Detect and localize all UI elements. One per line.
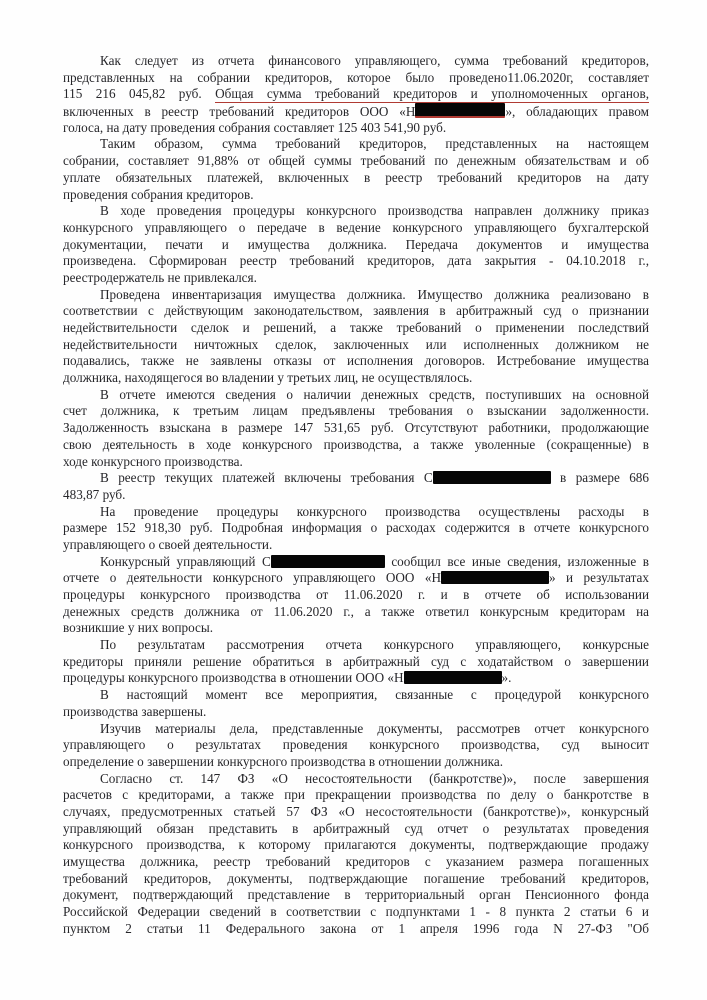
text-line bbox=[63, 253, 649, 270]
text-line bbox=[63, 604, 649, 621]
text-line bbox=[63, 554, 649, 571]
text-line bbox=[63, 504, 649, 521]
text-line bbox=[63, 370, 649, 387]
text-line bbox=[63, 721, 649, 738]
text-segment: определение о завершении конкурсного производства в отношении должника. bbox=[63, 753, 504, 769]
text-segment: собрании, составляет 91,88% от общей суммы требований по денежным обязательствам и об bbox=[63, 153, 649, 169]
text-line bbox=[63, 637, 649, 654]
text-segment: размере 152 918,30 руб. Подробная информация о расходах содержится в отчете конкурсного bbox=[63, 520, 649, 536]
text-line bbox=[63, 754, 649, 771]
text-line bbox=[63, 854, 649, 871]
text-line bbox=[63, 387, 649, 404]
text-segment: свою деятельность в ходе конкурсного производства, а также уволенные (сокращенные) в bbox=[63, 436, 649, 452]
text-line bbox=[63, 287, 649, 304]
text-segment: Таким образом, сумма требований кредиторов, представленных на настоящем bbox=[100, 136, 649, 152]
redaction-box bbox=[404, 671, 502, 684]
text-segment: Проведена инвентаризация имущества должника. Имущество должника реализовано в bbox=[100, 286, 649, 302]
text-segment: подавались, также не заявлены отказы от исполнения договоров. Истребование имущества bbox=[63, 353, 649, 369]
text-line bbox=[63, 320, 649, 337]
text-line bbox=[63, 437, 649, 454]
text-line bbox=[63, 837, 649, 854]
text-segment: требований кредиторов, документы, подтверждающие погашение требований кредиторов, bbox=[63, 870, 649, 886]
text-segment: представленных на собрании кредиторов, которое было проведено11.06.2020г, составляет bbox=[63, 69, 649, 85]
text-line bbox=[63, 403, 649, 420]
text-line bbox=[63, 220, 649, 237]
text-line bbox=[63, 921, 649, 938]
text-segment: Конкурсный управляющий С bbox=[100, 553, 271, 569]
text-segment: документации, печати и имущества должника. Передача документов и имущества bbox=[63, 236, 649, 252]
text-line bbox=[63, 303, 649, 320]
text-line bbox=[63, 620, 649, 637]
text-segment: 483,87 руб. bbox=[63, 486, 126, 502]
text-line bbox=[63, 704, 649, 721]
text-segment: производства завершены. bbox=[63, 703, 207, 719]
text-segment: конкурсного управляющего о передаче в ведение конкурсного управляющего бухгалтерской bbox=[63, 219, 649, 235]
text-segment: На проведение процедуры конкурсного производства осуществлены расходы в bbox=[100, 503, 649, 519]
text-line bbox=[63, 737, 649, 754]
text-line bbox=[63, 103, 649, 120]
text-segment: соответствии с действующим законодательством, заявления в арбитражный суд о признании bbox=[63, 303, 649, 319]
text-line bbox=[63, 203, 649, 220]
text-segment: 115 216 045,82 руб. bbox=[63, 86, 216, 102]
text-segment: пунктом 2 статьи 11 Федерального закона от 1 апреля 1996 года N 27-ФЗ "Об bbox=[63, 920, 649, 936]
text-segment: уплате обязательных платежей, включенных в реестр требований кредиторов на дату bbox=[63, 169, 649, 185]
text-line bbox=[63, 487, 649, 504]
text-segment: процедуры конкурсного производства в отношении ООО «Н bbox=[63, 670, 404, 686]
text-line bbox=[63, 570, 649, 587]
text-line bbox=[63, 470, 649, 487]
text-segment: Российской Федерации сведений в соответствии с подпунктами 1 - 8 пункта 2 статьи 6 и bbox=[63, 904, 649, 920]
underlined-text-segment: включенных в реестр требований кредиторов ООО «Н bbox=[63, 104, 415, 120]
text-line bbox=[63, 420, 649, 437]
text-line bbox=[63, 270, 649, 287]
text-segment: Согласно ст. 147 ФЗ «О несостоятельности (банкротстве)», после завершения bbox=[100, 770, 649, 786]
text-segment: По результатам рассмотрения отчета конкурсного управляющего, конкурсные bbox=[100, 637, 649, 653]
text-segment: сообщил все иные сведения, изложенные в bbox=[384, 553, 649, 569]
text-line bbox=[63, 353, 649, 370]
text-line bbox=[63, 887, 649, 904]
redaction-box bbox=[271, 555, 385, 568]
text-segment: произведена. Сформирован реестр требований кредиторов, дата закрытия - 04.10.2018 г., bbox=[63, 253, 649, 269]
text-segment: Изучив материалы дела, представленные документы, рассмотрев отчет конкурсного bbox=[100, 720, 649, 736]
text-segment: проведения собрания кредиторов. bbox=[63, 186, 254, 202]
text-segment: денежных средств должника от 11.06.2020 г., а также ответил конкурсным кредиторам на bbox=[63, 603, 649, 619]
text-line bbox=[63, 86, 649, 103]
underlined-text-segment: голоса, на дату проведения собрания составляет 125 403 541,90 руб. bbox=[63, 120, 446, 137]
document-body bbox=[63, 53, 649, 937]
text-segment: должника, находящегося во владении у третьих лиц, не осуществлялось. bbox=[63, 370, 473, 386]
text-line bbox=[63, 187, 649, 204]
text-line bbox=[63, 904, 649, 921]
text-segment: В отчете имеются сведения о наличии денежных средств, поступивших на основной bbox=[100, 386, 649, 402]
text-line bbox=[63, 520, 649, 537]
text-segment: расчетов с кредиторами, а также при прекращении производства по делу о банкротстве в bbox=[63, 787, 649, 803]
text-line bbox=[63, 687, 649, 704]
text-segment: В ходе проведения процедуры конкурсного производства направлен должнику приказ bbox=[100, 203, 649, 219]
text-segment: отчете о деятельности конкурсного управляющего ООО «Н bbox=[63, 570, 442, 586]
text-segment: возникшие у них вопросы. bbox=[63, 620, 214, 636]
underlined-text-segment: Общая сумма требований кредиторов и уполномоченных органов, bbox=[215, 86, 649, 103]
text-line bbox=[63, 804, 649, 821]
text-segment: в размере 686 bbox=[550, 470, 649, 486]
text-segment: управляющий обязан представить в арбитражный суд отчет о результатах проведения bbox=[63, 820, 649, 836]
text-line bbox=[63, 654, 649, 671]
text-line bbox=[63, 787, 649, 804]
underlined-text-segment: », обладающих правом bbox=[505, 104, 649, 120]
text-segment: » и результатах bbox=[549, 570, 649, 586]
text-line bbox=[63, 153, 649, 170]
text-line bbox=[63, 670, 649, 687]
text-segment: ». bbox=[501, 670, 512, 686]
text-segment: недействительности ничтожных сделок, заключенных или исполненных должником не bbox=[63, 336, 649, 352]
redaction-box bbox=[441, 571, 549, 584]
text-segment: имущества должника, реестр требований кредиторов с указанием размера погашенных bbox=[63, 854, 649, 869]
text-segment: кредиторы приняли решение обратиться в арбитражный суд с ходатайством о завершении bbox=[63, 653, 649, 669]
text-segment: В реестр текущих платежей включены требования С bbox=[100, 470, 433, 486]
text-line bbox=[63, 587, 649, 604]
text-segment: В настоящий момент все мероприятия, связанные с процедурой конкурсного bbox=[100, 687, 649, 703]
text-line bbox=[63, 237, 649, 254]
text-line bbox=[63, 70, 649, 87]
text-segment: управляющего о результатах проведения конкурсного производства, суд выносит bbox=[63, 737, 649, 753]
text-line bbox=[63, 337, 649, 354]
text-segment: управляющего о своей деятельности. bbox=[63, 536, 273, 552]
text-segment: процедуры конкурсного производства от 11.06.2020 г. и в отчете об использовании bbox=[63, 587, 649, 602]
text-segment: случаях, предусмотренных статьей 57 ФЗ «О несостоятельности (банкротстве)», конкурсный bbox=[63, 803, 649, 819]
text-line bbox=[63, 821, 649, 838]
text-segment: реестродержатель не привлекался. bbox=[63, 269, 257, 285]
text-segment: конкурсного производства, к которому прилагаются документы, подтверждающие продажу bbox=[63, 837, 649, 853]
redaction-box bbox=[433, 471, 551, 484]
text-segment: недействительности сделок и решений, а также требований о применении последствий bbox=[63, 320, 649, 335]
text-line bbox=[63, 871, 649, 888]
redaction-box bbox=[415, 103, 505, 118]
text-line bbox=[63, 170, 649, 187]
text-segment: ходе конкурсного производства. bbox=[63, 453, 243, 469]
text-line bbox=[63, 53, 649, 70]
text-line bbox=[63, 120, 649, 137]
text-segment: счет должника, к третьим лицам предъявлены требования о взыскании задолженности. bbox=[63, 403, 649, 419]
text-line bbox=[63, 454, 649, 471]
text-line bbox=[63, 771, 649, 788]
text-segment: Задолженность взыскана в размере 147 531,65 руб. Отсутствуют работники, продолжающие bbox=[63, 420, 649, 436]
text-segment: Как следует из отчета финансового управляющего, сумма требований кредиторов, bbox=[100, 53, 649, 68]
text-segment: документ, подтверждающий представление в территориальный орган Пенсионного фонда bbox=[63, 887, 649, 903]
text-line bbox=[63, 537, 649, 554]
text-line bbox=[63, 136, 649, 153]
